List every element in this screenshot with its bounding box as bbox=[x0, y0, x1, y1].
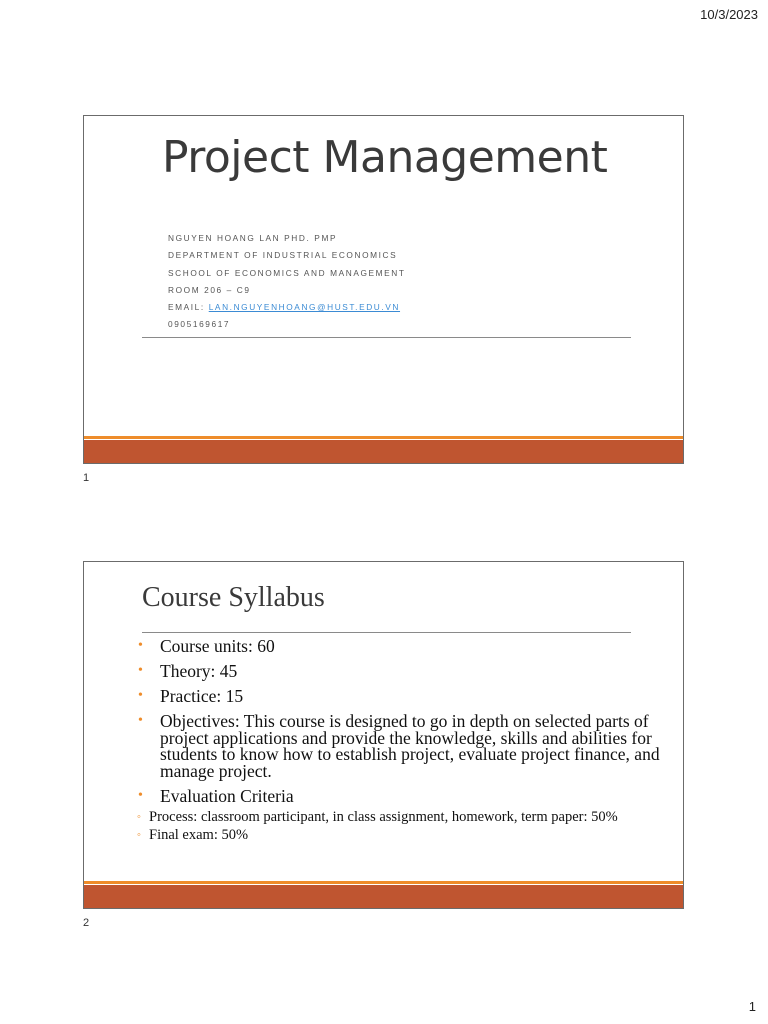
page-number: 1 bbox=[748, 999, 756, 1014]
accent-band bbox=[84, 436, 683, 439]
bullet-icon: • bbox=[138, 663, 143, 678]
list-item: • Practice: 15 bbox=[138, 686, 244, 706]
email-line bbox=[168, 299, 406, 316]
sub-list-item: ◦ Process: classroom participant, in class assignment, homework, term paper: 50% bbox=[137, 808, 618, 825]
phone: 0905169617 bbox=[168, 319, 231, 330]
slide-1 bbox=[83, 115, 684, 464]
accent-band bbox=[84, 881, 683, 884]
school: SCHOOL OF ECONOMICS AND MANAGEMENT bbox=[168, 267, 406, 278]
list-item: • Objectives: This course is designed to go in depth on selected parts of project applications and provide the knowledge, skills and abilities for students to know how to establish project, evaluate project finance, and manage project. bbox=[138, 711, 660, 781]
department: DEPARTMENT OF INDUSTRIAL ECONOMICS bbox=[168, 250, 398, 261]
ring-bullet-icon: ◦ bbox=[137, 828, 141, 841]
footer-band bbox=[84, 440, 683, 464]
slide-title: Course Syllabus bbox=[142, 582, 325, 613]
slide-title: Project Management bbox=[162, 132, 608, 183]
bullet-icon: • bbox=[138, 638, 143, 653]
presenter-info bbox=[168, 230, 406, 334]
print-date: 10/3/2023 bbox=[700, 7, 758, 22]
email-label: EMAIL: bbox=[168, 302, 209, 313]
sub-list-item: ◦ Final exam: 50% bbox=[137, 826, 249, 843]
ring-bullet-icon: ◦ bbox=[137, 810, 141, 823]
slide-number-1: 1 bbox=[83, 472, 90, 484]
slide-2 bbox=[83, 561, 684, 909]
bullet-icon: • bbox=[138, 787, 143, 803]
bullet-icon: • bbox=[138, 688, 143, 703]
divider-line bbox=[142, 337, 631, 338]
room: ROOM 206 – C9 bbox=[168, 284, 251, 295]
bullet-list bbox=[136, 638, 676, 849]
list-item: • Theory: 45 bbox=[138, 661, 238, 681]
slide-number-2: 2 bbox=[83, 917, 90, 929]
list-item: • Evaluation Criteria bbox=[138, 785, 294, 806]
bullet-icon: • bbox=[138, 713, 143, 728]
presenter-name: NGUYEN HOANG LAN PHD. PMP bbox=[168, 233, 338, 243]
footer-band bbox=[84, 885, 683, 909]
divider-line bbox=[142, 632, 631, 633]
email-link[interactable]: LAN.NGUYENHOANG@HUST.EDU.VN bbox=[208, 302, 401, 313]
list-item: • Course units: 60 bbox=[138, 636, 275, 656]
